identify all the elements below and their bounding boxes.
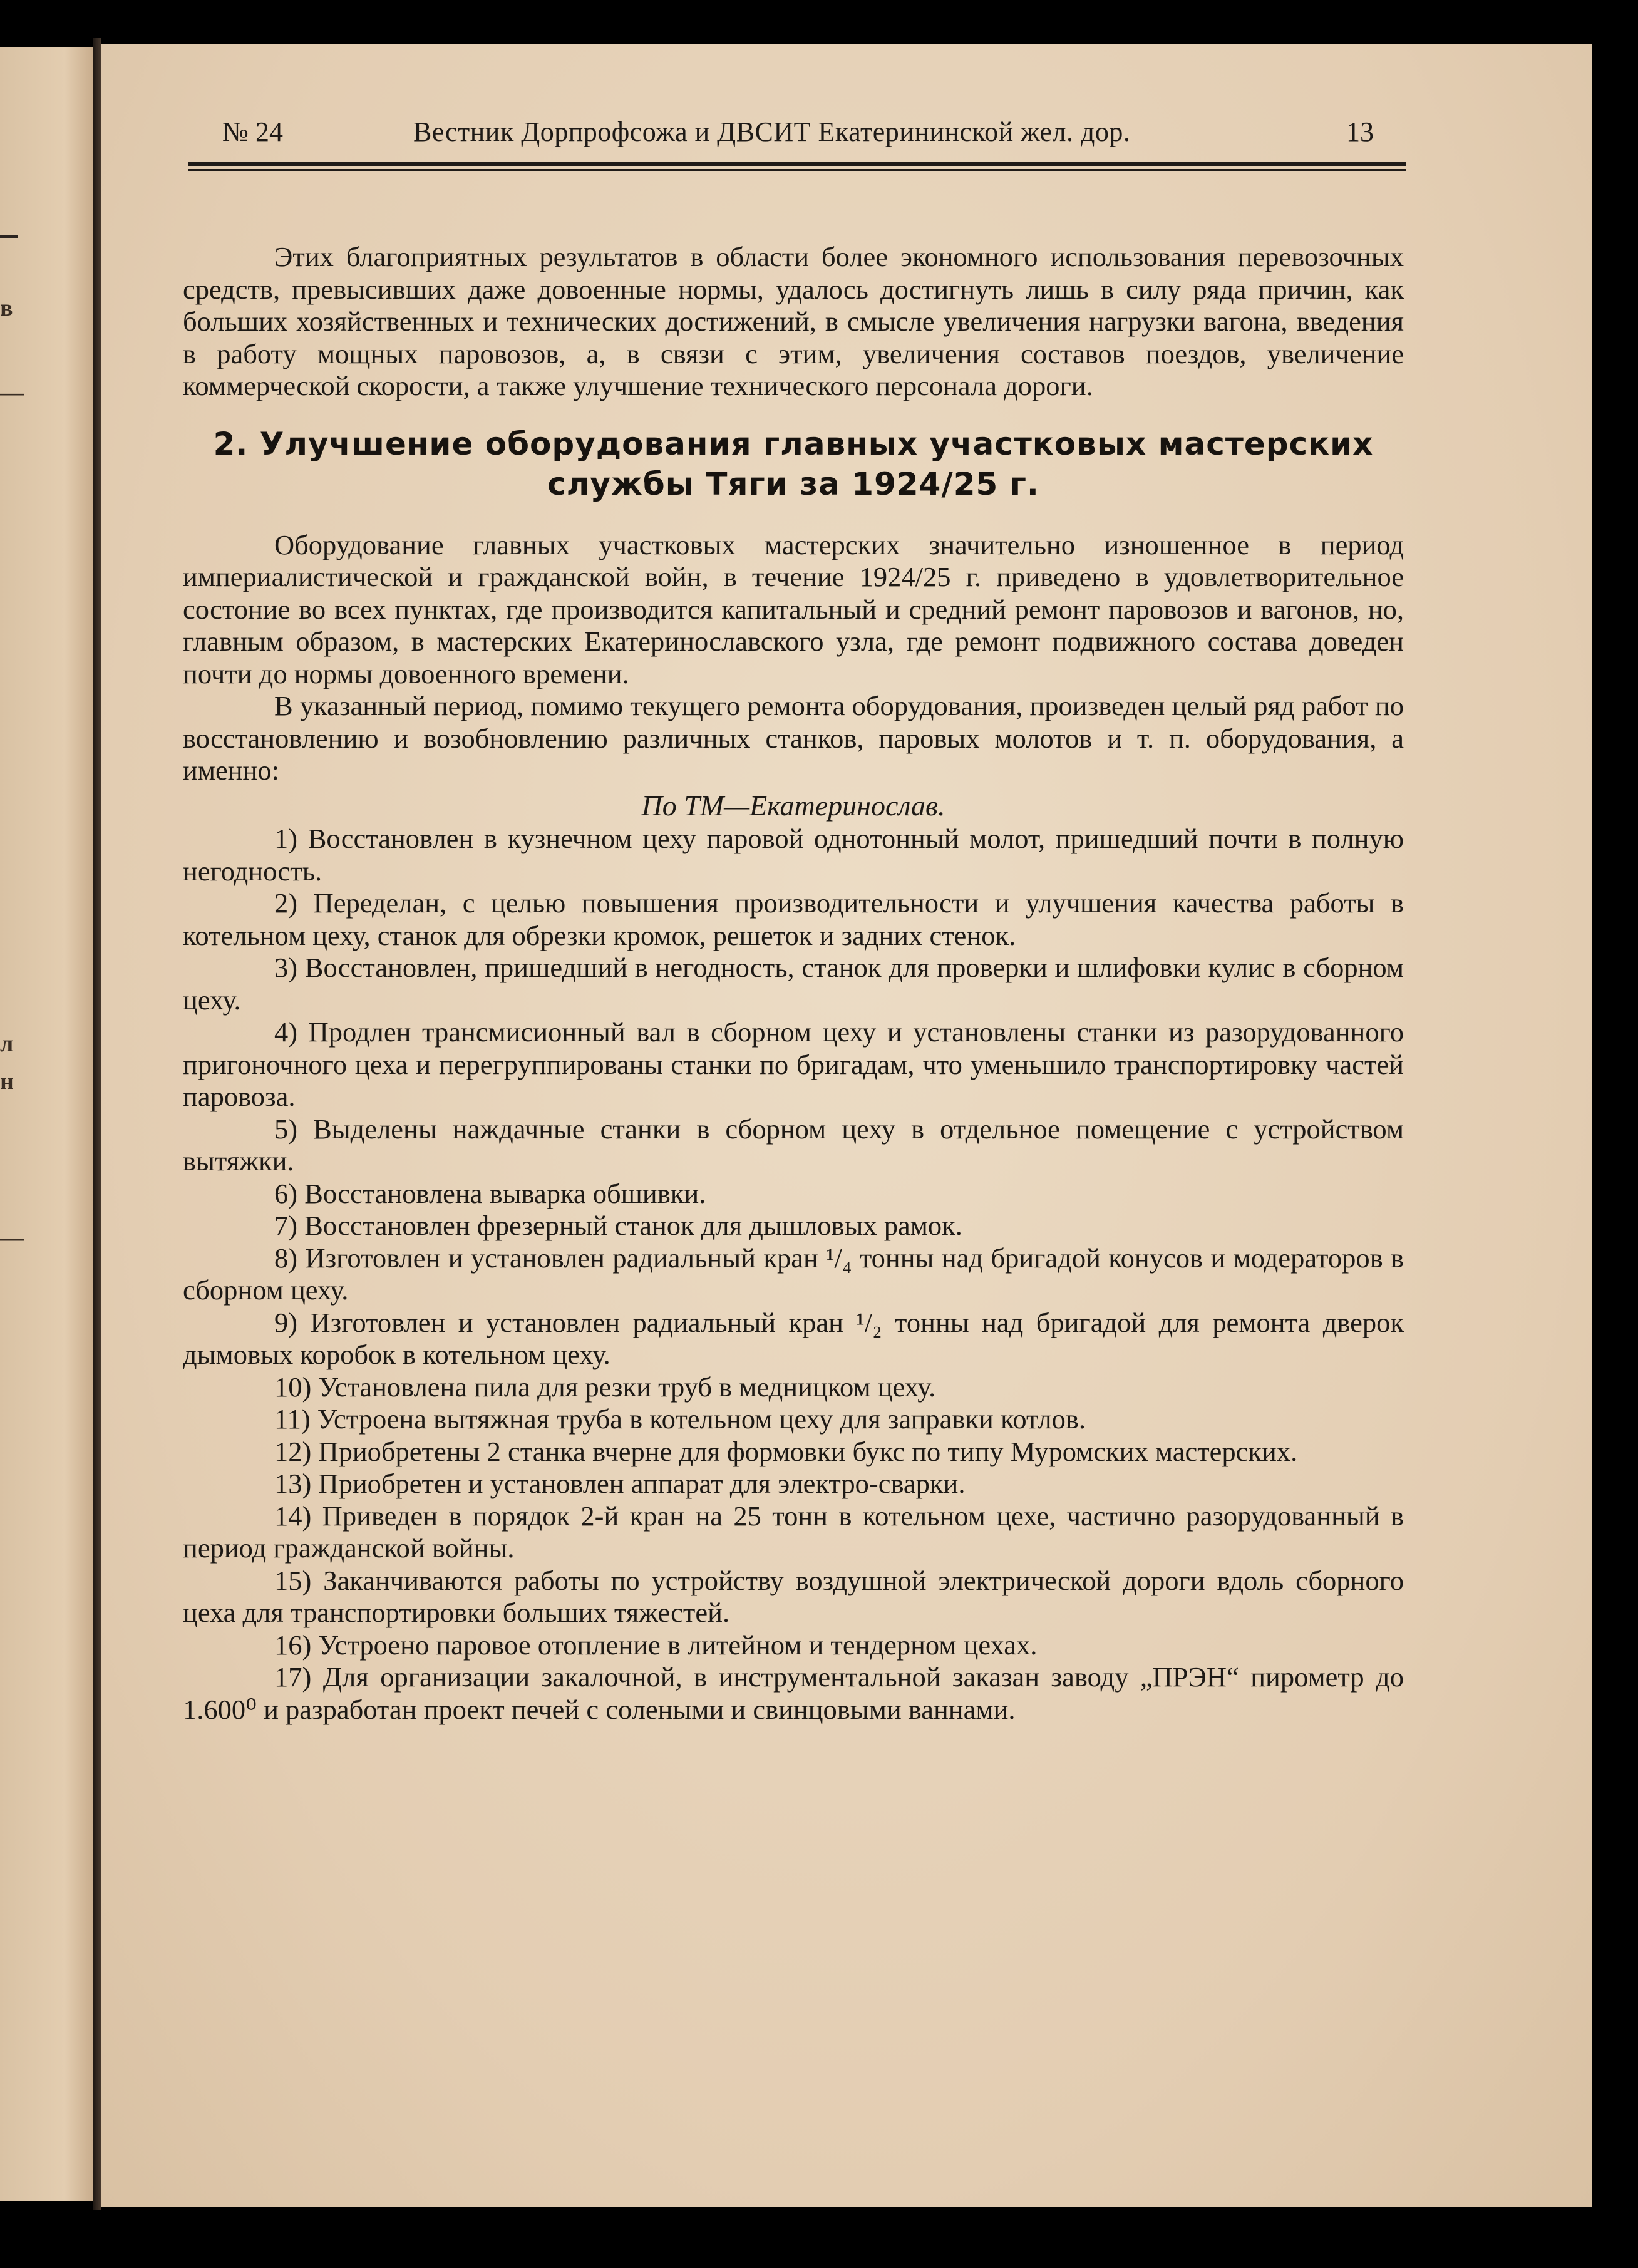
header-rule-thick [188, 162, 1406, 166]
journal-title: Вестник Дорпрофсожа и ДВСИТ Екатерининской жел. дор. [413, 116, 1131, 147]
prev-page-mark [0, 235, 18, 238]
list-item: 13) Приобретен и установлен аппарат для электро-сварки. [274, 1468, 966, 1499]
page-number: 13 [1346, 116, 1374, 147]
prev-page-fragment: — [0, 379, 24, 406]
list-item: 2) Переделан, с целью повышения производительности и улучшения качества работы в котельном цеху, станок для обрезки кромок, решеток и задних стенок. [183, 887, 1404, 951]
list-item: 4) Продлен трансмисионный вал в сборном цеху и установлены станки из разорудованного пригоночного цеха и перегруппированы станки по бригадам, что уменьшило транспортировку частей паровоза. [183, 1016, 1404, 1112]
list-item: 11) Устроена вытяжная труба в котельном цеху для заправки котлов. [274, 1403, 1086, 1435]
list-item: 15) Заканчиваются работы по устройству воздушной электрической дороги вдоль сборного цеха для транспортировки больших тяжестей. [183, 1564, 1404, 1628]
list-item: 14) Приведен в порядок 2-й кран на 25 тонн в котельном цехе, частично разорудованный в период гражданской войны. [183, 1500, 1404, 1564]
prev-page-fragment: н [0, 1068, 14, 1095]
section-paragraph: Оборудование главных участковых мастерских значительно изношенное в период империалистической и гражданской войн, в течение 1924/25 г. приведено в удовлетворительное состоние во всех пунктах, где производится капитальный и средний ремонт паровозов и вагонов, но, главным образом, в мастерских Екатеринославского узла, где ремонт подвижного состава доведен почти до нормы довоенного времени. [183, 528, 1404, 689]
list-item: 7) Восстановлен фрезерный станок для дышловых рамок. [274, 1210, 962, 1241]
previous-page-edge [0, 47, 93, 2201]
prev-page-fragment: — [0, 1225, 24, 1251]
prev-page-fragment: в [0, 295, 13, 321]
list-item: 12) Приобретены 2 станка вчерне для формовки букс по типу Муромских мастерских. [274, 1435, 1298, 1467]
section-title-line: службы Тяги за 1924/25 г. [547, 465, 1039, 502]
list-item: 5) Выделены наждачные станки в сборном цеху в отдельное помещение с устройством вытяжки. [183, 1113, 1404, 1177]
list-item: 16) Устроено паровое отопление в литейном и тендерном цехах. [274, 1629, 1038, 1661]
prev-page-fragment: л [0, 1031, 14, 1057]
list-item: 6) Восстановлена выварка обшивки. [274, 1177, 706, 1209]
list-item: 8) Изготовлен и установлен радиальный кран ¹/₄ тонны над бригадой конусов и модераторов в сборном цеху. [183, 1242, 1404, 1306]
issue-number: № 24 [222, 116, 283, 147]
section-paragraph: В указанный период, помимо текущего ремонта оборудования, произведен целый ряд работ по восстановлению и возобновлению различных станков, паровых молотов и т. п. оборудования, а именно: [183, 690, 1404, 786]
book-gutter [93, 38, 101, 2210]
list-item: 3) Восстановлен, пришедший в негодность, станок для проверки и шлифовки кулис в сборном цеху. [183, 952, 1404, 1016]
section-title [183, 424, 1404, 504]
section-title-line: 2. Улучшение оборудования главных участковых мастерских [213, 425, 1374, 462]
intro-paragraph: Этих благоприятных результатов в области более экономного использования перевозочных средств, превысивших даже довоенные нормы, удалось достигнуть лишь в силу ряда причин, как больших хозяйственных и технических достижений, в смысле увеличения нагрузки вагона, введения в работу мощных паровозов, а, в связи с этим, увеличения составов поездов, увеличение коммерческой скорости, а также улучшение технического персонала дороги. [183, 241, 1404, 401]
subheading: По ТМ—Екатеринослав. [641, 789, 945, 822]
list-item: 10) Установлена пила для резки труб в медницком цеху. [274, 1371, 936, 1403]
list-item: 9) Изготовлен и установлен радиальный кран ¹/₂ тонны над бригадой для ремонта дверок дымовых коробок в котельном цеху. [183, 1306, 1404, 1370]
list-item: 1) Восстановлен в кузнечном цеху паровой однотонный молот, пришедший почти в полную негодность. [183, 823, 1404, 887]
header-rule-thin [188, 169, 1406, 171]
list-item: 17) Для организации закалочной, в инструментальной заказан заводу „ПРЭН“ пирометр до 1.600⁰ и разработан проект печей с солеными и свинцовыми ваннами. [183, 1661, 1404, 1725]
page-body [183, 241, 1404, 1726]
running-header [119, 116, 1390, 153]
